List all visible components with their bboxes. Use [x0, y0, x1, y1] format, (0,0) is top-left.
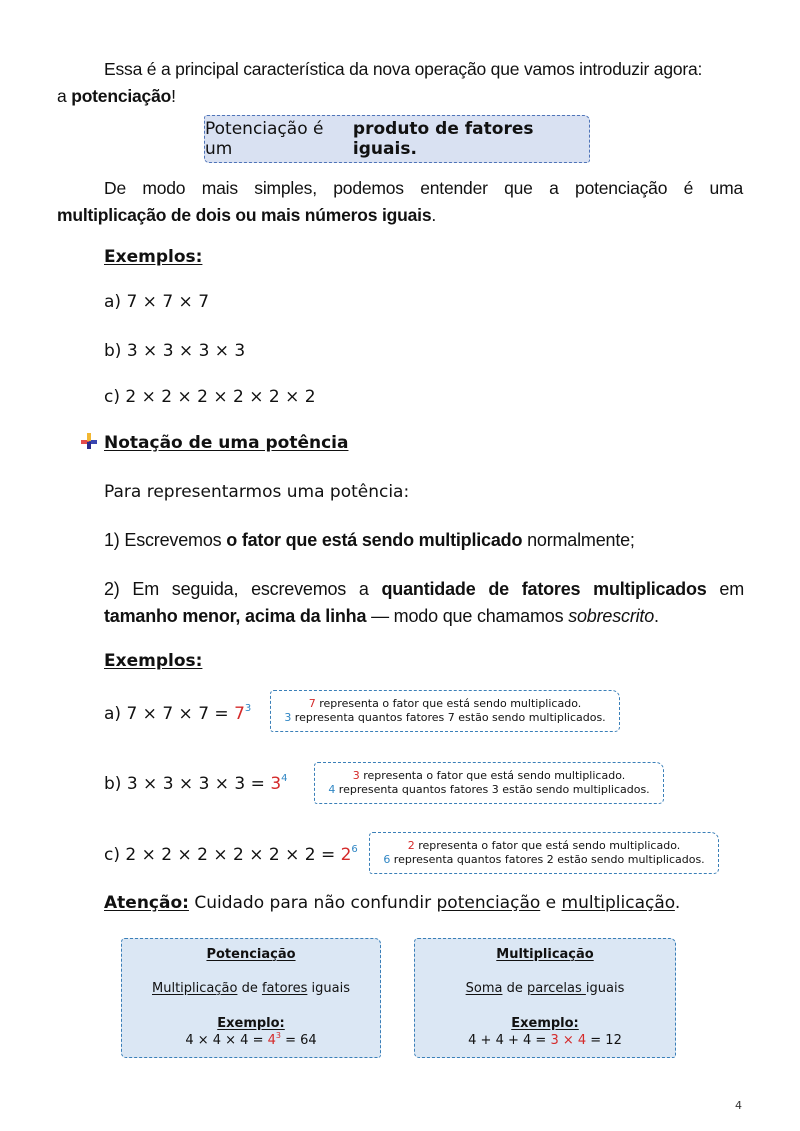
definition-bold: produto de fatores iguais.	[352, 119, 534, 159]
examples-heading-2: Exemplos:	[104, 651, 203, 671]
power-example-c: c) $2 \times 2 \times 2 \times 2 \times 2 \times 2 = 2^6$	[104, 844, 358, 865]
explanation-note-c: 2 representa o fator que está sendo multiplicado. 6 representa quantos fatores 2 estão sendo multiplicados.	[369, 832, 719, 874]
notation-heading: Notação de uma potência	[104, 433, 349, 453]
page-number: 4	[735, 1099, 742, 1112]
notation-step-1: 1) Escrevemos o fator que está sendo multiplicado normalmente;	[104, 530, 635, 550]
attention-label: Atenção:	[104, 893, 189, 913]
base-number: 2	[340, 845, 352, 865]
exponent-number: 4	[281, 773, 288, 784]
exponent-number: 6	[351, 844, 358, 855]
notation-step-2: 2) Em seguida, escrevemos a quantidade de fatores multiplicados em tamanho menor, acima da linha — modo que chamamos sobrescrito.	[104, 579, 744, 626]
notation-intro: Para representarmos uma potência:	[104, 482, 410, 502]
simple-line1: De modo mais simples, podemos entender que a potenciação é uma	[104, 178, 743, 198]
colored-plus-bullet-icon	[80, 432, 98, 450]
simple-bold: multiplicação de dois ou mais números iguais	[57, 205, 432, 225]
explanation-note-b: 3 representa o fator que está sendo multiplicado. 4 representa quantos fatores 3 estão sendo multiplicados.	[314, 762, 664, 804]
example-item: a) 7 × 7 × 7	[104, 292, 210, 312]
intro-line1: Essa é a principal característica da nova operação que vamos introduzir agora:	[104, 59, 703, 79]
example-item: c) 2 × 2 × 2 × 2 × 2 × 2	[104, 387, 316, 407]
base-number: 3	[270, 774, 282, 794]
examples-heading: Exemplos:	[104, 247, 203, 267]
exponent-number: 3	[244, 703, 252, 714]
potenciacao-compare-box: Potenciação Multiplicação de fatores iguais Exemplo: $4 \times 4 \times 4 = 4^3 = 64$	[121, 938, 381, 1058]
compare-title: Multiplicação	[496, 947, 594, 962]
explanation-note-a: 7 representa o fator que está sendo multiplicado. 3 representa quantos fatores 7 estão sendo multiplicados.	[270, 690, 620, 732]
intro-bold: potenciação	[71, 86, 172, 106]
compare-title: Potenciação	[206, 947, 296, 962]
example-item: b) 3 × 3 × 3 × 3	[104, 341, 246, 361]
intro-paragraph: Essa é a principal característica da nova operação que vamos introduzir agora: a potenciação!	[57, 59, 703, 106]
definition-highlight-box: Potenciação é um produto de fatores iguais.	[204, 115, 590, 163]
multiplicacao-compare-box: Multiplicação Soma de parcelas iguais Exemplo: 4 + 4 + 4 = 3 × 4 = 12	[414, 938, 676, 1058]
simple-paragraph: De modo mais simples, podemos entender que a potenciação é uma multiplicação de dois ou mais números iguais.	[57, 175, 743, 229]
base-number: 7	[234, 704, 245, 724]
power-example-b: b) $3 \times 3 \times 3 \times 3 = 3^4$	[104, 773, 288, 794]
power-example-a: a) $7 \times 7 \times 7 = 7^3$	[104, 703, 252, 724]
attention-line: Atenção: Cuidado para não confundir potenciação e multiplicação.	[104, 893, 681, 913]
